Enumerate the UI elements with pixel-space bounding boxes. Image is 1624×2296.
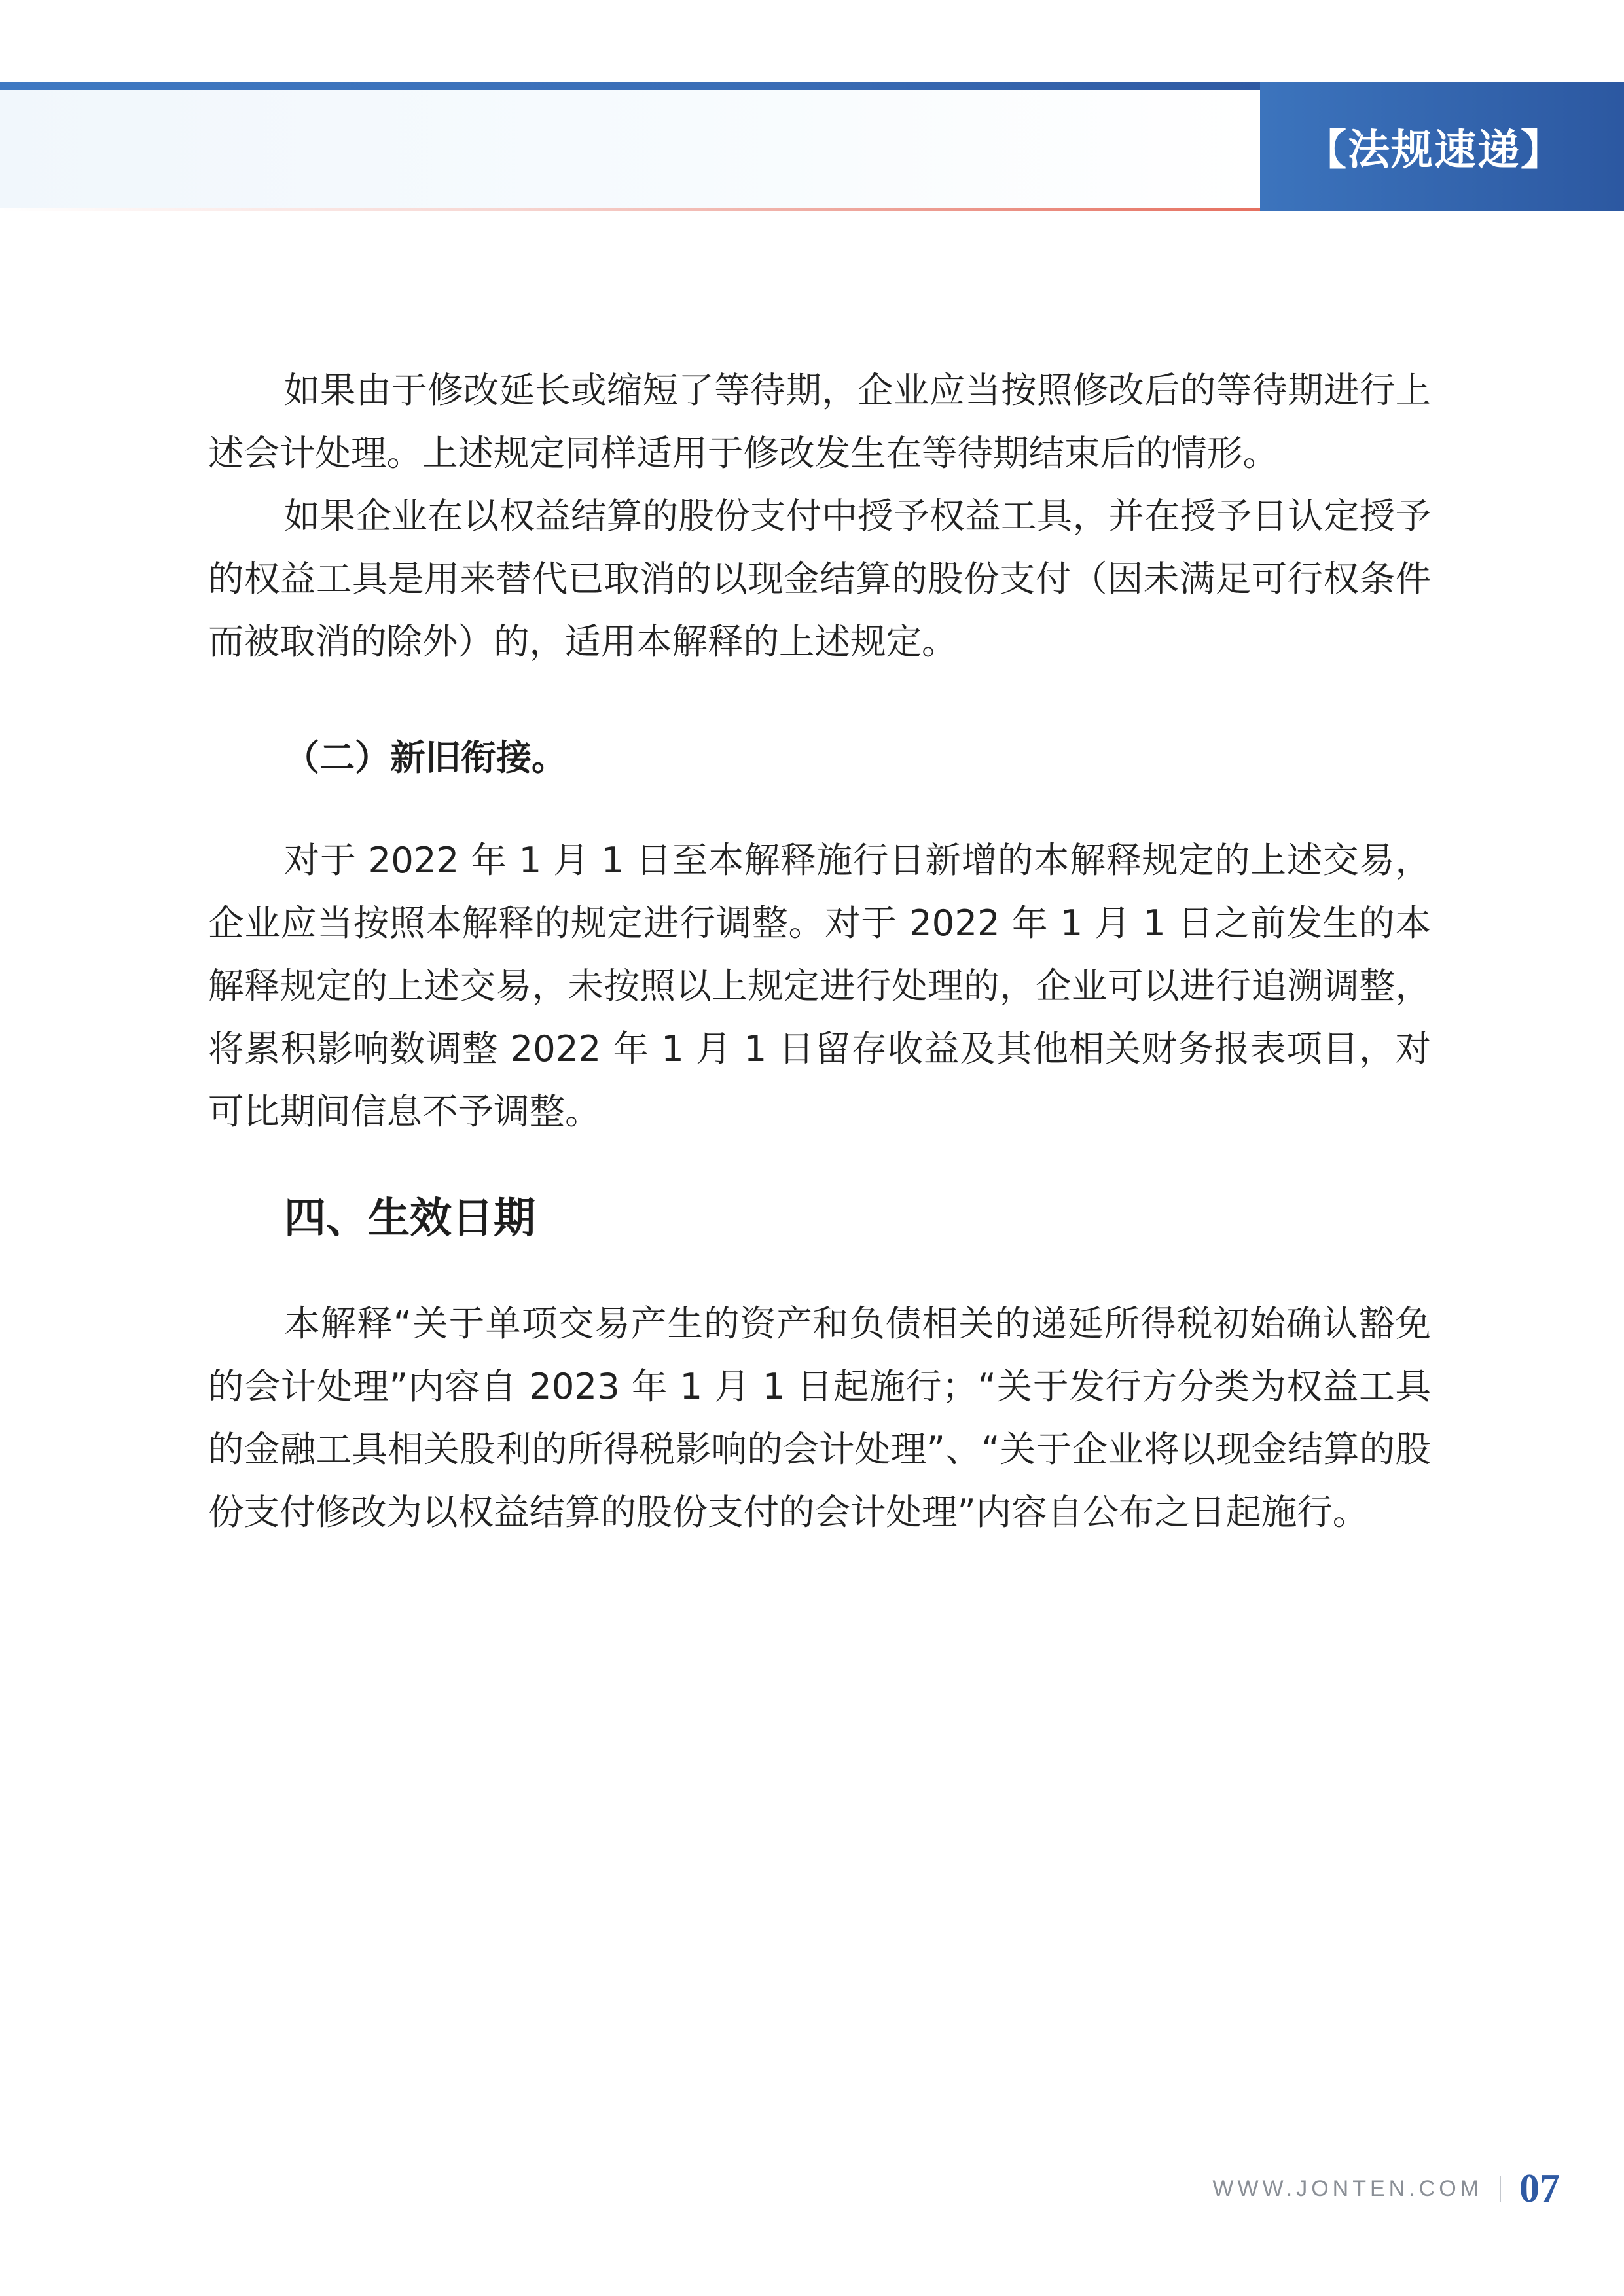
document-body xyxy=(208,359,1431,1543)
spacer xyxy=(208,789,1431,829)
footer-divider xyxy=(1500,2176,1501,2202)
header-top-rule xyxy=(0,82,1260,90)
header-bottom-rule xyxy=(0,208,1260,211)
paragraph-transition: 对于 2022 年 1 月 1 日至本解释施行日新增的本解释规定的上述交易，企业应当按照本解释的规定进行调整。对于 2022 年 1 月 1 日之前发生的本解释规定的上述交易，未按照以上规定进行处理的，企业可以进行追溯调整，将累积影响数调整 2022 年 1 月 1 日留存收益及其他相关财务报表项目，对可比期间信息不予调整。 xyxy=(208,839,1431,1132)
paragraph-effective-date: 本解释“关于单项交易产生的资产和负债相关的递延所得税初始确认豁免的会计处理”内容自 2023 年 1 月 1 日起施行；“关于发行方分类为权益工具的金融工具相关股利的所得税影响的会计处理”、“关于企业将以现金结算的股份支付修改为以权益结算的股份支付的会计处理”内容自公布之日起施行。 xyxy=(208,1302,1431,1533)
subheading-transition: （二）新旧衔接。 xyxy=(284,737,567,778)
spacer xyxy=(208,1251,1431,1292)
page-footer xyxy=(1212,2166,1560,2212)
spacer xyxy=(208,673,1431,726)
header-band xyxy=(0,82,1260,211)
section-heading-effective-date: 四、生效日期 xyxy=(284,1194,535,1243)
page-number: 07 xyxy=(1519,2166,1560,2211)
spacer xyxy=(208,1143,1431,1186)
footer-website: WWW.JONTEN.COM xyxy=(1212,2176,1483,2201)
section-tag-label: 【法规速递】 xyxy=(1305,126,1564,175)
paragraph-replacement-grant: 如果企业在以权益结算的股份支付中授予权益工具，并在授予日认定授予的权益工具是用来替代已取消的以现金结算的股份支付（因未满足可行权条件而被取消的除外）的，适用本解释的上述规定。 xyxy=(208,495,1431,662)
section-tag xyxy=(1260,82,1624,211)
paragraph-waiting-period: 如果由于修改延长或缩短了等待期，企业应当按照修改后的等待期进行上述会计处理。上述规定同样适用于修改发生在等待期结束后的情形。 xyxy=(208,369,1431,474)
